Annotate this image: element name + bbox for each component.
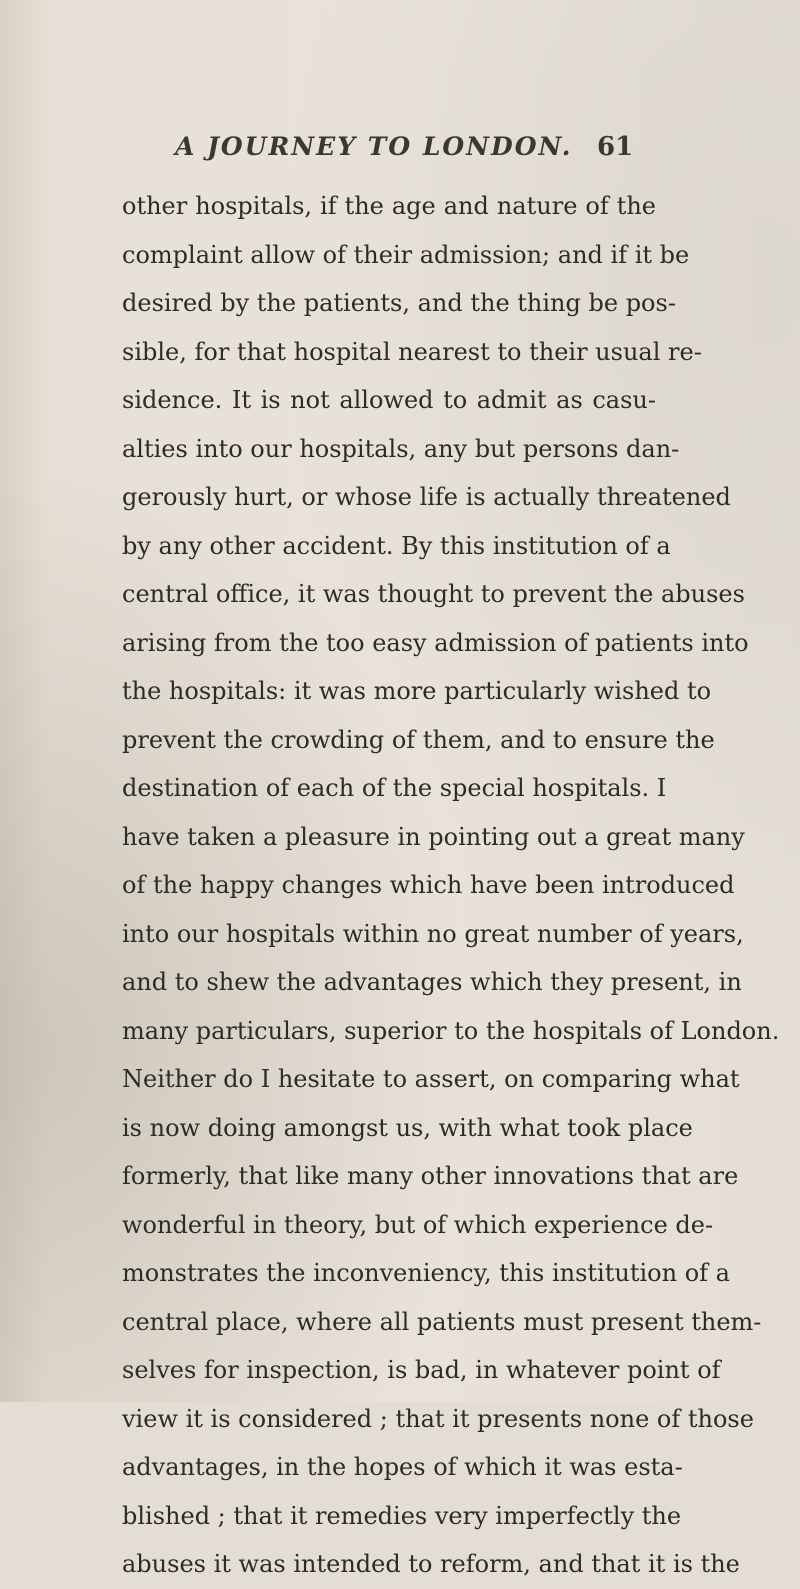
text-line: many particulars, superior to the hospitals of London. <box>122 1016 780 1045</box>
running-title: A JOURNEY TO LONDON. <box>175 132 573 161</box>
text-line: abuses it was intended to reform, and that it is the <box>122 1550 740 1578</box>
text-line: by any other accident. By this institution of a <box>122 531 671 560</box>
text-line: central place, where all patients must present them- <box>122 1307 762 1336</box>
text-line: into our hospitals within no great number of years, <box>122 919 744 948</box>
text-line: and to shew the advantages which they present, in <box>122 968 742 996</box>
text-line: alties into our hospitals, any but persons dan- <box>122 434 680 463</box>
text-line: destination of each of the special hospitals. I <box>122 774 667 802</box>
text-line: Neither do I hesitate to assert, on comparing what <box>122 1065 740 1093</box>
text-line: have taken a pleasure in pointing out a great many <box>122 822 745 851</box>
text-line: complaint allow of their admission; and if it be <box>122 240 690 269</box>
text-line: sible, for that hospital nearest to their usual re- <box>122 337 702 366</box>
body-text <box>122 182 780 1589</box>
text-line: selves for inspection, is bad, in whatever point of <box>122 1356 721 1384</box>
text-line: formerly, that like many other innovations that are <box>122 1162 739 1190</box>
text-line: desired by the patients, and the thing be pos- <box>122 289 676 317</box>
text-line: arising from the too easy admission of patients into <box>122 628 749 657</box>
text-line: wonderful in theory, but of which experience de- <box>122 1210 714 1239</box>
text-line: is now doing amongst us, with what took place <box>122 1113 693 1142</box>
page-number: 61 <box>597 132 634 162</box>
running-head <box>0 132 800 172</box>
text-line: the hospitals: it was more particularly wished to <box>122 677 712 705</box>
text-line: central office, it was thought to prevent the abuses <box>122 580 745 608</box>
text-line: monstrates the inconveniency, this institution of a <box>122 1259 730 1287</box>
text-line: view it is considered ; that it presents none of those <box>122 1404 754 1433</box>
text-line: other hospitals, if the age and nature of the <box>122 192 656 220</box>
text-line: advantages, in the hopes of which it was esta- <box>122 1453 683 1481</box>
text-line: blished ; that it remedies very imperfectly the <box>122 1501 682 1530</box>
text-line: of the happy changes which have been introduced <box>122 871 735 899</box>
text-line: gerously hurt, or whose life is actually threatened <box>122 483 731 511</box>
text-line: prevent the crowding of them, and to ensure the <box>122 725 715 754</box>
text-line: sidence. It is not allowed to admit as casu- <box>122 386 656 414</box>
